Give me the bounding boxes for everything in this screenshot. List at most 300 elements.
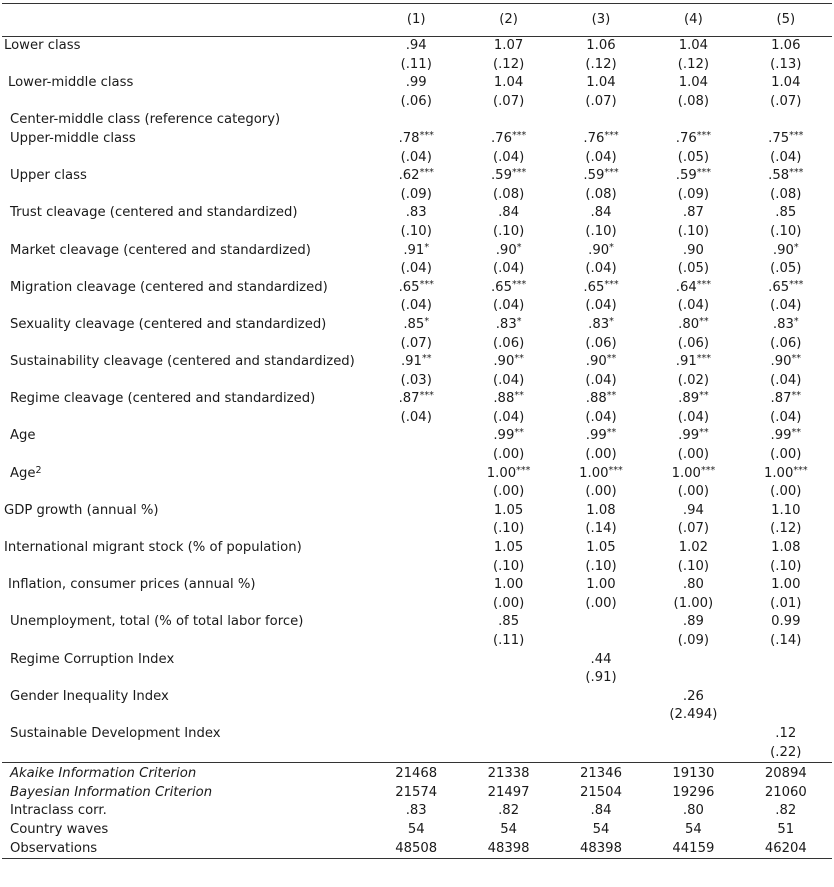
- std-error-cell: (.06): [585, 335, 617, 351]
- std-error-cell: (.06): [400, 93, 432, 109]
- coefficient-cell: [647, 539, 739, 558]
- std-error-cell: [370, 706, 462, 725]
- coefficient-cell: [370, 37, 462, 56]
- variable-label: Inflation, consumer prices (annual %): [8, 577, 256, 593]
- std-error-cell: [370, 558, 462, 577]
- variable-label: Sexuality cleavage (centered and standardized): [10, 316, 327, 332]
- coefficient-cell: [555, 502, 647, 521]
- significance-stars: ***: [511, 129, 527, 141]
- std-error-row: [2, 372, 832, 391]
- model-stat-row: [2, 821, 832, 840]
- std-error-row: [2, 297, 832, 316]
- column-header: (1): [370, 4, 462, 37]
- significance-stars: **: [514, 427, 524, 439]
- coefficient-value: .87**: [770, 390, 802, 407]
- coefficient-cell: [370, 353, 462, 372]
- std-error-cell: (.08): [770, 186, 802, 202]
- std-error-cell: (.04): [770, 298, 802, 314]
- significance-stars: ***: [419, 167, 434, 179]
- coefficient-value: 1.04: [678, 38, 709, 53]
- coefficient-cell: [370, 539, 462, 558]
- variable-label-cell: [2, 279, 370, 298]
- std-error-cell: [647, 744, 739, 763]
- std-error-row: [2, 149, 832, 168]
- significance-stars: ***: [696, 167, 711, 179]
- coefficient-value: .62***: [398, 167, 434, 184]
- coefficient-row: [2, 279, 832, 298]
- coefficient-value: .65***: [583, 278, 619, 295]
- std-error-cell: [647, 669, 739, 688]
- coefficient-row: [2, 316, 832, 335]
- stat-value: .82: [498, 803, 520, 819]
- coefficient-value: .91***: [675, 353, 711, 370]
- std-error-cell: (.05): [677, 261, 710, 277]
- std-error-cell: (.04): [585, 261, 617, 277]
- coefficient-value: .99**: [585, 427, 617, 444]
- std-error-cell: (.06): [770, 335, 802, 351]
- model-stat-row: [2, 840, 832, 859]
- variable-label: Lower-middle class: [8, 75, 134, 91]
- coefficient-row: [2, 502, 832, 521]
- std-error-cell: (.00): [492, 447, 525, 463]
- std-error-cell: (.00): [770, 484, 802, 500]
- coefficient-cell: [462, 576, 554, 595]
- coefficient-value: .64***: [675, 278, 711, 295]
- coefficient-cell: [647, 353, 739, 372]
- std-error-cell: (.00): [585, 595, 617, 611]
- std-error-row: [2, 260, 832, 279]
- coefficient-cell: [647, 427, 739, 446]
- std-error-blank: [2, 186, 370, 205]
- std-error-blank: [2, 223, 370, 242]
- std-error-blank: [2, 558, 370, 577]
- coefficient-value: 1.00***: [763, 464, 808, 481]
- std-error-cell: [462, 706, 554, 725]
- stat-value: 48398: [555, 840, 647, 859]
- significance-stars: ***: [789, 278, 804, 290]
- coefficient-value: .83*: [495, 315, 522, 332]
- variable-label: Upper class: [10, 168, 87, 184]
- coefficient-cell: [462, 204, 554, 223]
- std-error-cell: [740, 706, 832, 725]
- std-error-cell: (.07): [585, 93, 617, 109]
- coefficient-cell: [462, 316, 554, 335]
- std-error-row: [2, 56, 832, 75]
- coefficient-value: .76***: [675, 129, 711, 146]
- std-error-cell: (.00): [492, 595, 525, 611]
- coefficient-value: .83*: [588, 315, 614, 332]
- std-error-cell: (.00): [492, 484, 525, 500]
- std-error-cell: (.07): [400, 335, 432, 351]
- coefficient-value: 1.04: [771, 75, 801, 91]
- std-error-blank: [2, 483, 370, 502]
- coefficient-row: [2, 427, 832, 446]
- coefficient-value: 1.10: [771, 502, 801, 518]
- std-error-cell: [370, 520, 462, 539]
- coefficient-value: .94: [682, 502, 704, 518]
- coefficient-value: .85*: [403, 315, 430, 332]
- variable-label: Sustainability cleavage (centered and standardized): [10, 354, 355, 370]
- coefficient-cell: [740, 130, 832, 149]
- std-error-row: [2, 632, 832, 651]
- std-error-cell: (.10): [770, 558, 802, 574]
- coefficient-value: .90*: [772, 241, 799, 258]
- variable-label-cell: [2, 613, 370, 632]
- significance-stars: *: [609, 315, 614, 327]
- coefficient-row: [2, 111, 832, 130]
- std-error-cell: (.10): [770, 223, 802, 239]
- column-header-row: [2, 4, 832, 37]
- coefficient-cell: [647, 316, 739, 335]
- coefficient-row: [2, 688, 832, 707]
- stat-value: .80: [682, 803, 704, 819]
- significance-stars: *: [516, 241, 522, 253]
- variable-label: Sustainable Development Index: [10, 725, 221, 741]
- std-error-cell: (.02): [677, 372, 710, 388]
- coefficient-value: 1.08: [586, 502, 616, 518]
- std-error-cell: [370, 446, 462, 465]
- coefficient-cell: [555, 242, 647, 261]
- std-error-cell: (.07): [770, 93, 802, 109]
- coefficient-cell: [647, 37, 739, 56]
- coefficient-value: .85: [775, 205, 797, 221]
- variable-label-cell: [2, 688, 370, 707]
- coefficient-cell: [647, 204, 739, 223]
- std-error-cell: (.06): [492, 335, 525, 351]
- variable-label: Market cleavage (centered and standardized): [10, 242, 311, 258]
- std-error-cell: (.04): [585, 149, 617, 165]
- coefficient-value: .80**: [678, 315, 709, 332]
- stat-value: 54: [407, 821, 425, 837]
- std-error-cell: (.04): [492, 409, 525, 425]
- coefficient-cell: [555, 37, 647, 56]
- coefficient-row: [2, 204, 832, 223]
- std-error-blank: [2, 595, 370, 614]
- std-error-row: [2, 595, 832, 614]
- variable-label-cell: [2, 502, 370, 521]
- std-error-blank: [2, 520, 370, 539]
- coefficient-value: 1.05: [493, 502, 524, 518]
- coefficient-cell: [555, 613, 647, 632]
- coefficient-cell: [555, 576, 647, 595]
- significance-stars: **: [699, 315, 709, 327]
- std-error-cell: (.14): [585, 521, 617, 537]
- coefficient-cell: [740, 74, 832, 93]
- significance-stars: ***: [511, 167, 527, 179]
- stat-value: 48508: [370, 840, 462, 859]
- coefficient-value: .78***: [398, 129, 434, 146]
- coefficient-row: [2, 390, 832, 409]
- significance-stars: *: [793, 241, 799, 253]
- stat-value: .83: [405, 803, 427, 819]
- std-error-cell: (.07): [492, 93, 525, 109]
- significance-stars: *: [424, 241, 430, 253]
- coefficient-cell: [370, 576, 462, 595]
- coefficient-value: .90**: [585, 353, 617, 370]
- coefficient-cell: [647, 502, 739, 521]
- std-error-blank: [2, 409, 370, 428]
- significance-stars: *: [424, 315, 430, 327]
- coefficient-value: 1.05: [493, 540, 524, 556]
- coefficient-cell: [647, 613, 739, 632]
- coefficient-cell: [462, 74, 554, 93]
- coefficient-value: 1.00: [771, 577, 801, 593]
- stat-value: 54: [684, 821, 702, 837]
- coefficient-value: .26: [682, 688, 704, 704]
- significance-stars: **: [791, 353, 802, 365]
- significance-stars: **: [606, 427, 617, 439]
- std-error-cell: (.09): [677, 186, 710, 202]
- std-error-cell: (.10): [677, 558, 710, 574]
- stat-value: 21497: [487, 784, 530, 800]
- coefficient-cell: [647, 576, 739, 595]
- coefficient-cell: [740, 427, 832, 446]
- coefficient-cell: [555, 167, 647, 186]
- coefficient-cell: [462, 111, 554, 130]
- coefficient-cell: [740, 111, 832, 130]
- coefficient-cell: [370, 613, 462, 632]
- significance-stars: **: [791, 427, 802, 439]
- std-error-cell: (.22): [770, 744, 802, 760]
- std-error-row: [2, 483, 832, 502]
- std-error-cell: (.13): [770, 56, 802, 72]
- significance-stars: ***: [604, 129, 619, 141]
- coefficient-value: .91**: [400, 353, 432, 370]
- coefficient-cell: [370, 390, 462, 409]
- std-error-cell: (.04): [400, 298, 432, 314]
- coefficient-value: .99**: [678, 427, 709, 444]
- coefficient-value: .90: [682, 242, 704, 258]
- std-error-cell: (.00): [677, 447, 710, 463]
- coefficient-value: .83: [405, 205, 427, 221]
- stat-label: Bayesian Information Criterion: [10, 784, 213, 800]
- stat-label: Intraclass corr.: [10, 803, 107, 819]
- stat-label: Observations: [2, 840, 370, 859]
- coefficient-row: [2, 539, 832, 558]
- header-blank-cell: [2, 4, 370, 37]
- std-error-cell: (.08): [585, 186, 617, 202]
- significance-stars: **: [699, 390, 709, 402]
- coefficient-cell: [740, 242, 832, 261]
- coefficient-value: .91*: [403, 241, 430, 258]
- std-error-blank: [2, 56, 370, 75]
- coefficient-row: [2, 74, 832, 93]
- std-error-cell: (.10): [492, 558, 525, 574]
- coefficient-cell: [555, 204, 647, 223]
- coefficient-cell: [370, 167, 462, 186]
- coefficient-cell: [370, 688, 462, 707]
- coefficient-cell: [462, 353, 554, 372]
- significance-stars: **: [699, 427, 709, 439]
- coefficient-cell: [647, 242, 739, 261]
- std-error-row: [2, 223, 832, 242]
- stat-value: 51: [777, 821, 795, 837]
- coefficient-cell: [370, 502, 462, 521]
- std-error-blank: [2, 706, 370, 725]
- coefficient-value: .89: [682, 614, 704, 630]
- coefficient-row: [2, 576, 832, 595]
- coefficient-cell: [740, 465, 832, 484]
- coefficient-cell: [370, 111, 462, 130]
- coefficient-value: 1.07: [493, 38, 524, 53]
- std-error-cell: (.00): [770, 447, 802, 463]
- coefficient-cell: [462, 167, 554, 186]
- significance-stars: **: [514, 353, 524, 365]
- std-error-cell: (.04): [492, 372, 525, 388]
- std-error-blank: [2, 149, 370, 168]
- coefficient-cell: [555, 465, 647, 484]
- coefficient-cell: [647, 279, 739, 298]
- stat-value: 19130: [647, 763, 739, 784]
- coefficient-cell: [370, 725, 462, 744]
- significance-stars: ***: [696, 353, 711, 365]
- coefficient-cell: [462, 242, 554, 261]
- coefficient-cell: [462, 502, 554, 521]
- coefficient-value: .94: [405, 38, 427, 53]
- variable-label: Trust cleavage (centered and standardized): [10, 205, 298, 221]
- std-error-cell: (.04): [492, 298, 525, 314]
- std-error-cell: (.04): [492, 261, 525, 277]
- coefficient-cell: [647, 130, 739, 149]
- model-stat-row: [2, 784, 832, 803]
- significance-stars: **: [606, 390, 617, 402]
- std-error-cell: (.04): [585, 298, 617, 314]
- std-error-cell: (.04): [770, 149, 802, 165]
- coefficient-value: .80: [682, 577, 704, 593]
- regression-table: [2, 3, 832, 859]
- significance-stars: **: [791, 390, 802, 402]
- coefficient-value: .99**: [493, 427, 524, 444]
- std-error-cell: [555, 632, 647, 651]
- std-error-blank: [2, 335, 370, 354]
- coefficient-cell: [740, 725, 832, 744]
- std-error-cell: [462, 744, 554, 763]
- std-error-cell: (.11): [492, 633, 525, 648]
- stat-value: 19296: [672, 784, 715, 800]
- coefficient-value: .58***: [768, 167, 804, 184]
- coefficient-cell: [370, 279, 462, 298]
- significance-stars: ***: [511, 278, 527, 290]
- significance-stars: ***: [419, 278, 434, 290]
- std-error-blank: [2, 669, 370, 688]
- std-error-cell: [555, 706, 647, 725]
- std-error-row: [2, 520, 832, 539]
- std-error-cell: (.08): [677, 93, 710, 109]
- std-error-row: [2, 93, 832, 112]
- variable-label-cell: [2, 651, 370, 670]
- stat-value: .84: [590, 803, 612, 819]
- variable-label-cell: [2, 242, 370, 261]
- coefficient-cell: [370, 427, 462, 446]
- stat-value: 21468: [370, 763, 462, 784]
- column-header: (5): [740, 4, 832, 37]
- coefficient-row: [2, 242, 832, 261]
- std-error-blank: [2, 632, 370, 651]
- std-error-cell: (.10): [400, 223, 432, 239]
- std-error-cell: (2.494): [669, 707, 718, 723]
- significance-stars: *: [516, 315, 522, 327]
- variable-label-cell: [2, 316, 370, 335]
- std-error-cell: (.12): [770, 521, 802, 537]
- coefficient-value: .90**: [493, 353, 524, 370]
- stat-value: 21346: [555, 763, 647, 784]
- stat-value: 48398: [462, 840, 554, 859]
- column-header: (4): [647, 4, 739, 37]
- std-error-cell: (.00): [585, 447, 617, 463]
- coefficient-value: .90*: [495, 241, 522, 258]
- std-error-cell: (.05): [770, 261, 802, 277]
- std-error-cell: (.91): [585, 670, 617, 686]
- coefficient-value: .89**: [678, 390, 709, 407]
- std-error-cell: (.07): [677, 521, 710, 537]
- coefficient-cell: [647, 651, 739, 670]
- std-error-cell: (.01): [770, 595, 802, 611]
- coefficient-cell: [462, 279, 554, 298]
- variable-label: Regime Corruption Index: [10, 651, 175, 667]
- coefficient-value: .59***: [490, 167, 527, 184]
- coefficient-value: 1.06: [586, 38, 616, 53]
- variable-label-cell: [2, 576, 370, 595]
- coefficient-cell: [370, 465, 462, 484]
- coefficient-cell: [370, 130, 462, 149]
- coefficient-cell: [555, 130, 647, 149]
- std-error-cell: (1.00): [673, 595, 714, 611]
- variable-superscript: 2: [35, 464, 42, 476]
- coefficient-value: .88**: [585, 390, 617, 407]
- std-error-row: [2, 186, 832, 205]
- coefficient-cell: [647, 167, 739, 186]
- stat-value: 44159: [647, 840, 739, 859]
- stat-value: 21574: [395, 784, 438, 800]
- coefficient-cell: [740, 279, 832, 298]
- coefficient-cell: [462, 37, 554, 56]
- std-error-cell: [370, 632, 462, 651]
- stat-value: .82: [775, 803, 797, 819]
- coefficient-value: .85: [498, 614, 520, 630]
- std-error-cell: (.10): [677, 223, 710, 239]
- variable-label-cell: [2, 725, 370, 744]
- coefficient-value: .84: [498, 205, 520, 221]
- std-error-cell: (.04): [492, 149, 525, 165]
- variable-label: Lower class: [4, 38, 81, 53]
- coefficient-row: [2, 37, 832, 56]
- significance-stars: **: [514, 390, 524, 402]
- coefficient-value: .65***: [768, 278, 804, 295]
- coefficient-value: 1.06: [771, 38, 801, 53]
- coefficient-value: .87: [682, 205, 704, 221]
- std-error-row: [2, 744, 832, 763]
- std-error-cell: [370, 595, 462, 614]
- std-error-cell: (.04): [400, 149, 432, 165]
- significance-stars: **: [421, 353, 432, 365]
- coefficient-cell: [740, 167, 832, 186]
- std-error-blank: [2, 372, 370, 391]
- std-error-cell: (.04): [400, 409, 432, 425]
- coefficient-cell: [647, 688, 739, 707]
- coefficient-value: 1.08: [771, 540, 801, 556]
- std-error-blank: [2, 744, 370, 763]
- coefficient-value: 0.99: [771, 614, 801, 630]
- std-error-cell: [370, 483, 462, 502]
- coefficient-value: .59***: [583, 167, 619, 184]
- coefficient-value: .87***: [398, 390, 434, 407]
- variable-label: Gender Inequality Index: [10, 688, 169, 704]
- coefficient-value: .12: [775, 725, 797, 741]
- std-error-cell: [740, 669, 832, 688]
- coefficient-cell: [555, 279, 647, 298]
- std-error-blank: [2, 446, 370, 465]
- stat-value: 21504: [580, 784, 622, 800]
